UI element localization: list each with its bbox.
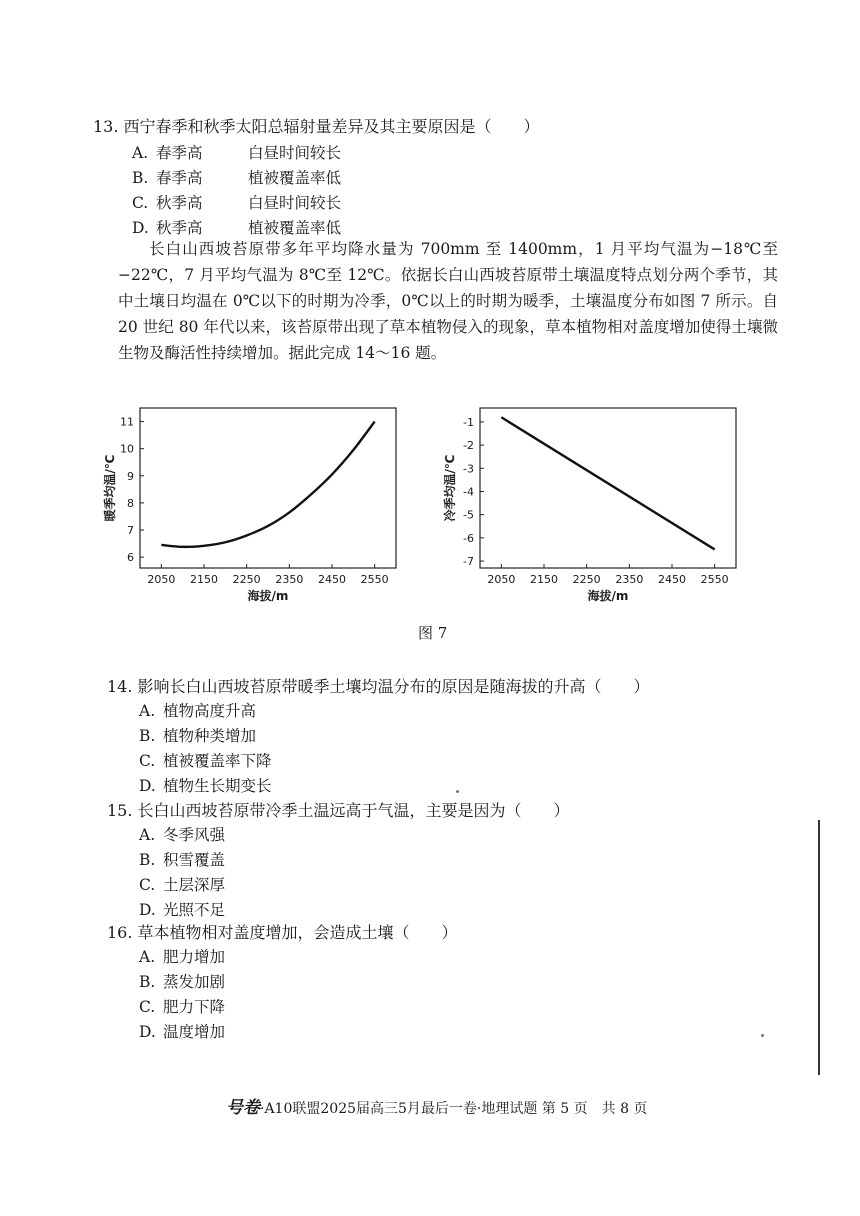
- q13-option-b: B. 春季高 植被覆盖率低: [132, 169, 342, 187]
- q16-option-d: D. 温度增加: [139, 1023, 226, 1041]
- x-tick-label: 2050: [487, 573, 516, 586]
- publisher-logo: 号卷: [226, 1098, 260, 1118]
- y-tick-label: 11: [120, 415, 134, 429]
- plot-frame: [140, 408, 396, 568]
- x-tick-label: 2550: [700, 573, 729, 586]
- x-tick-label: 2150: [530, 573, 558, 586]
- question-13-stem: 13. 西宁春季和秋季太阳总辐射量差异及其主要原因是（ ）: [93, 117, 540, 136]
- y-tick-label: 9: [127, 469, 134, 483]
- x-tick-label: 2150: [190, 573, 218, 586]
- y-axis-label: 暖季均温/℃: [103, 454, 117, 522]
- footer-text: ·A10联盟2025届高三5月最后一卷·地理试题 第 5 页 共 8 页: [260, 1101, 648, 1117]
- q14-option-a: A. 植物高度升高: [139, 702, 257, 720]
- x-tick-label: 2550: [360, 573, 389, 586]
- x-tick-label: 2450: [318, 573, 346, 586]
- y-tick-label: 6: [127, 551, 134, 565]
- q16-option-c: C. 肥力下降: [139, 998, 226, 1016]
- q16-option-a: A. 肥力增加: [139, 948, 226, 966]
- y-tick-label: -5: [463, 508, 474, 522]
- x-tick-label: 2250: [232, 573, 261, 586]
- q14-option-b: B. 植物种类增加: [139, 727, 257, 745]
- x-tick-label: 2350: [615, 573, 644, 586]
- q13-option-c: C. 秋季高 白昼时间较长: [132, 194, 342, 212]
- q15-option-c: C. 土层深厚: [139, 876, 226, 894]
- x-tick-label: 2450: [658, 573, 686, 586]
- question-14-stem: 14. 影响长白山西坡苔原带暖季土壤均温分布的原因是随海拔的升高（ ）: [107, 677, 650, 696]
- plot-frame: [480, 408, 736, 568]
- passage-text: 长白山西坡苔原带多年平均降水量为 700mm 至 1400mm，1 月平均气温为−18℃至−22℃，7 月平均气温为 8℃至 12℃。依据长白山西坡苔原带土壤温度特点划分两个季节，其中土壤日均温在 0℃以下的时期为冷季，0℃以上的时期为暖季，土壤温度分布如图 7 所示。自 20 世纪 80 年代以来，该苔原带出现了草本植物侵入的现象，草本植物相对盖度增加使得土壤微生物及酶活性持续增加。据此完成 14～16 题。: [118, 240, 778, 362]
- figure-label: 图 7: [418, 624, 448, 642]
- q15-option-a: A. 冬季风强: [139, 826, 226, 844]
- y-tick-label: -1: [463, 415, 474, 429]
- y-tick-label: -6: [463, 531, 474, 545]
- question-15-stem: 15. 长白山西坡苔原带冷季土温远高于气温，主要是因为（ ）: [107, 801, 570, 820]
- q14-option-c: C. 植被覆盖率下降: [139, 752, 272, 770]
- x-axis-label: 海拔/m: [587, 589, 629, 603]
- page-footer: [226, 1093, 647, 1118]
- scan-speck: [456, 790, 459, 793]
- y-tick-label: 10: [120, 442, 134, 456]
- y-tick-label: 8: [127, 496, 134, 510]
- y-axis-label: 冷季均温/℃: [443, 454, 457, 522]
- q13-option-d: D. 秋季高 植被覆盖率低: [132, 219, 342, 237]
- x-tick-label: 2250: [572, 573, 601, 586]
- question-16-stem: 16. 草本植物相对盖度增加，会造成土壤（ ）: [107, 923, 458, 942]
- warm-season-chart: [100, 398, 430, 613]
- cold-season-chart: [440, 398, 770, 613]
- q13-option-a: A. 春季高 白昼时间较长: [132, 144, 342, 162]
- q16-option-b: B. 蒸发加剧: [139, 973, 226, 991]
- y-tick-label: -2: [463, 439, 474, 453]
- x-tick-label: 2350: [275, 573, 304, 586]
- y-tick-label: 7: [127, 524, 134, 538]
- x-tick-label: 2050: [147, 573, 176, 586]
- series-line: [161, 422, 374, 547]
- scan-speck: [761, 1034, 764, 1037]
- y-tick-label: -4: [463, 485, 474, 499]
- series-line: [501, 417, 714, 549]
- y-tick-label: -3: [463, 462, 474, 476]
- q15-option-d: D. 光照不足: [139, 901, 226, 919]
- q15-option-b: B. 积雪覆盖: [139, 851, 226, 869]
- scan-edge-line: [818, 820, 820, 1075]
- q14-option-d: D. 植物生长期变长: [139, 777, 272, 795]
- x-axis-label: 海拔/m: [247, 589, 289, 603]
- y-tick-label: -7: [463, 555, 474, 569]
